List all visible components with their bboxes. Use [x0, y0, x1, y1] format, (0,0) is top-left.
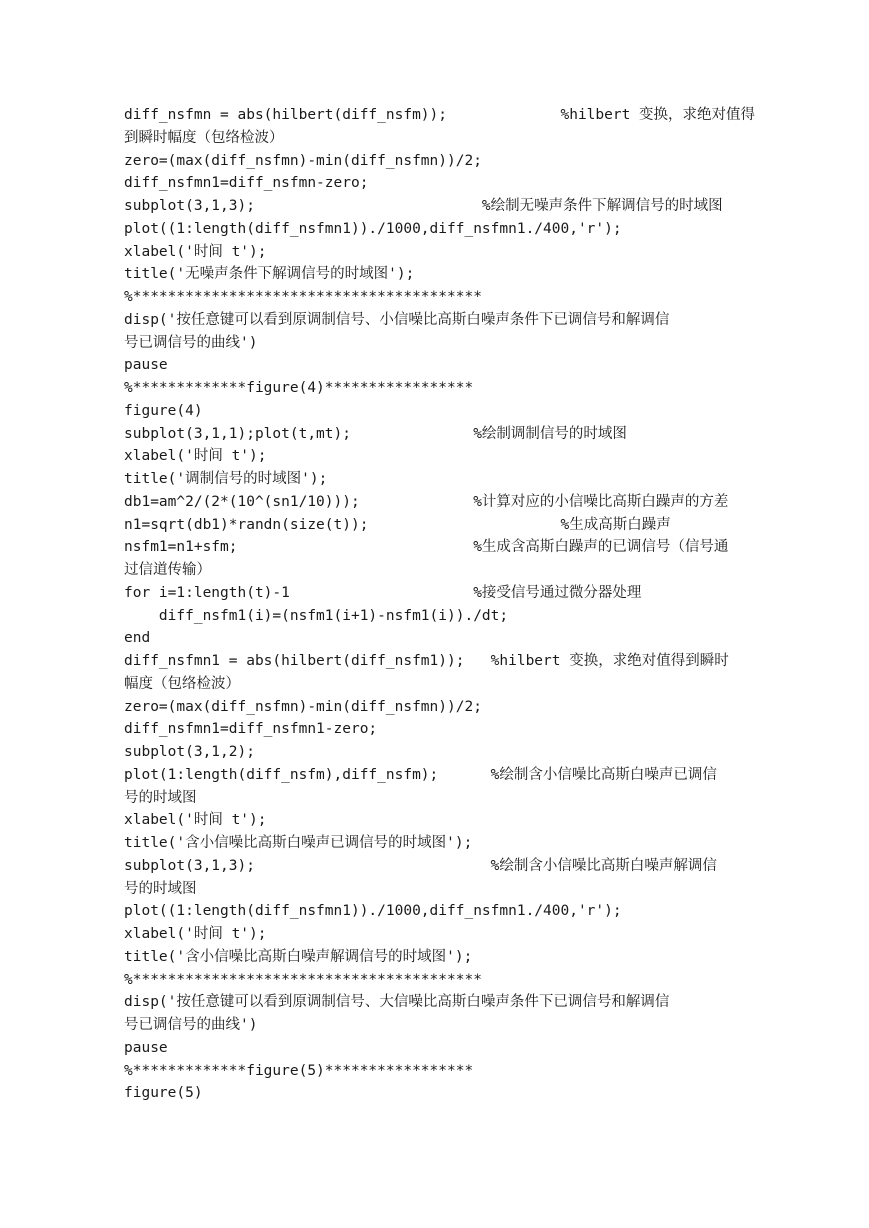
code-line: %**************************************** — [124, 289, 482, 305]
code-line: diff_nsfmn1=diff_nsfmn-zero; — [124, 175, 369, 192]
code-line: %*************figure(4)***************** — [124, 380, 474, 396]
code-line: diff_nsfm1(i)=(nsfm1(i+1)-nsfm1(i))./dt; — [124, 607, 509, 624]
code-line: 号的时域图 — [124, 789, 197, 806]
code-line: disp('按任意键可以看到原调制信号、小信噪比高斯白噪声条件下已调信号和解调信 — [124, 311, 670, 328]
code-line: subplot(3,1,2); — [124, 744, 255, 760]
code-line: db1=am^2/(2*(10^(sn1/10))); %计算对应的小信噪比高斯白躁声的方差 — [124, 493, 729, 510]
code-line: 号已调信号的曲线') — [124, 334, 258, 351]
code-line: plot(1:length(diff_nsfm),diff_nsfm); %绘制含小信噪比高斯白噪声已调信 — [124, 766, 717, 783]
code-line: xlabel('时间 t'); — [124, 243, 267, 260]
code-line: plot((1:length(diff_nsfmn1))./1000,diff_nsfmn1./400,'r'); — [124, 220, 622, 237]
code-block — [124, 104, 766, 1105]
code-line: diff_nsfmn1=diff_nsfmn1-zero; — [124, 721, 378, 738]
code-line: nsfm1=n1+sfm; %生成含高斯白躁声的已调信号（信号通 — [124, 539, 729, 556]
code-line: xlabel('时间 t'); — [124, 812, 267, 829]
code-line: %**************************************** — [124, 971, 482, 988]
code-line: plot((1:length(diff_nsfmn1))./1000,diff_nsfmn1./400,'r'); — [124, 903, 622, 920]
code-line: 过信道传输） — [124, 562, 211, 578]
code-line: diff_nsfmn = abs(hilbert(diff_nsfm)); %hilbert 变换，求绝对值得 — [124, 107, 756, 123]
code-line: figure(5) — [124, 1085, 203, 1102]
code-line: figure(4) — [124, 402, 203, 419]
code-line: subplot(3,1,3); %绘制无噪声条件下解调信号的时域图 — [124, 198, 723, 214]
code-line: title('调制信号的时域图'); — [124, 471, 328, 487]
code-line: %*************figure(5)***************** — [124, 1062, 474, 1079]
code-line: pause — [124, 357, 168, 374]
code-line: zero=(max(diff_nsfmn)-min(diff_nsfmn))/2; — [124, 698, 482, 715]
code-line: title('含小信噪比高斯白噪声已调信号的时域图'); — [124, 835, 473, 851]
code-line: title('无噪声条件下解调信号的时域图'); — [124, 266, 415, 283]
code-line: 到瞬时幅度（包络检波） — [124, 129, 284, 146]
code-line: 号的时域图 — [124, 880, 197, 897]
code-line: for i=1:length(t)-1 %接受信号通过微分器处理 — [124, 584, 642, 601]
code-line: subplot(3,1,3); %绘制含小信噪比高斯白噪声解调信 — [124, 857, 717, 874]
code-line: diff_nsfmn1 = abs(hilbert(diff_nsfm1)); %hilbert 变换，求绝对值得到瞬时 — [124, 653, 729, 669]
code-line: xlabel('时间 t'); — [124, 448, 267, 465]
code-line: n1=sqrt(db1)*randn(size(t)); %生成高斯白躁声 — [124, 516, 671, 533]
code-line: xlabel('时间 t'); — [124, 926, 267, 942]
code-line: zero=(max(diff_nsfmn)-min(diff_nsfmn))/2; — [124, 152, 482, 169]
code-line: disp('按任意键可以看到原调制信号、大信噪比高斯白噪声条件下已调信号和解调信 — [124, 994, 670, 1011]
code-line: 号已调信号的曲线') — [124, 1017, 258, 1033]
code-line: end — [124, 630, 151, 647]
code-line: subplot(3,1,1);plot(t,mt); %绘制调制信号的时域图 — [124, 425, 627, 442]
code-line: title('含小信噪比高斯白噪声解调信号的时域图'); — [124, 948, 473, 965]
code-line: pause — [124, 1039, 168, 1056]
code-line: 幅度（包络检波） — [124, 675, 240, 692]
